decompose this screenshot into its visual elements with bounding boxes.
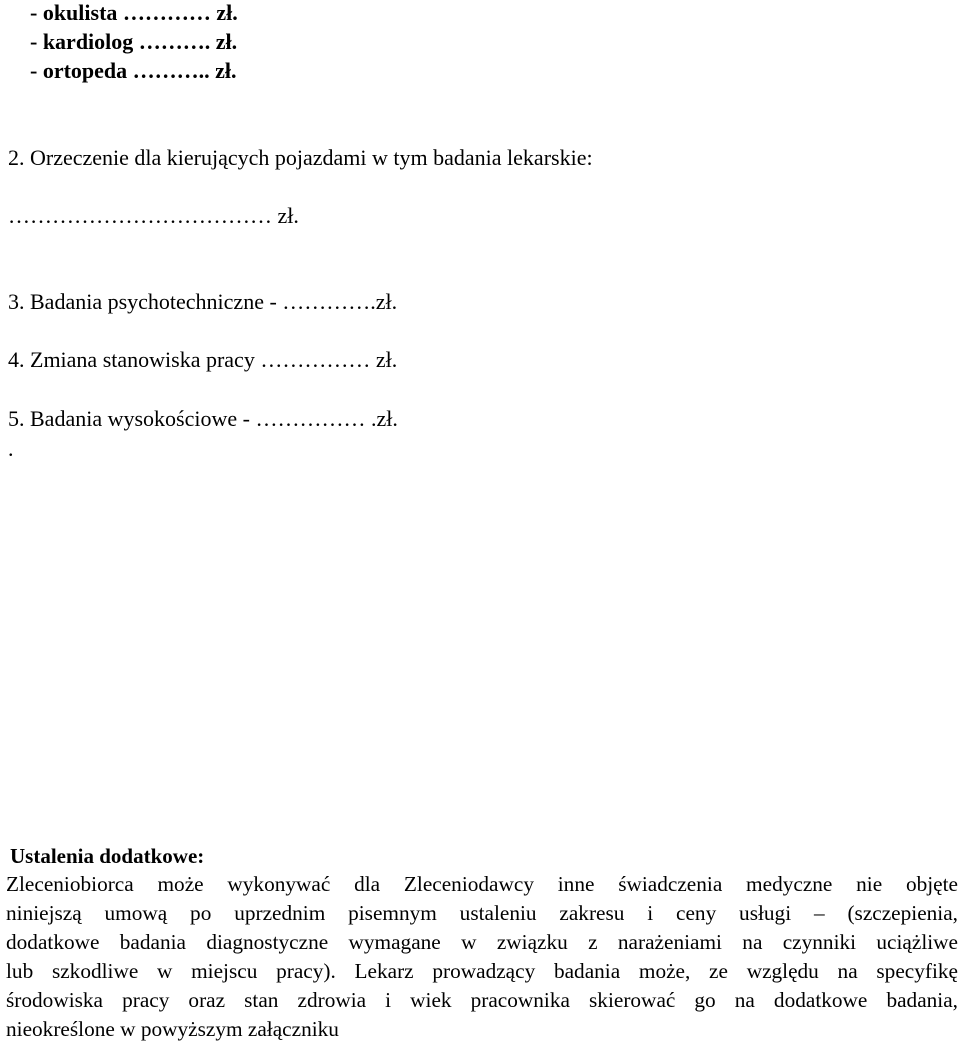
additional-terms-paragraph [6,870,958,1044]
paragraph-line: Zleceniobiorca może wykonywać dla Zleceniodawcy inne świadczenia medyczne nie objęte [6,872,958,896]
paragraph-line: nieokreślone w powyższym załączniku [6,1017,339,1041]
list-item-okulista: - okulista ………… zł. [30,0,238,25]
paragraph-line: niniejszą umową po uprzednim pisemnym ustaleniu zakresu i ceny usługi – (szczepienia, [6,901,958,925]
list-item-ortopeda: - ortopeda ……….. zł. [30,58,237,83]
paragraph-line: dodatkowe badania diagnostyczne wymagane w związku z narażeniami na czynniki uciążliwe [6,930,958,954]
section-2-price-line: ……………………………… zł. [8,203,299,228]
section-4-heading: 4. Zmiana stanowiska pracy …………… zł. [8,347,398,372]
section-2-heading: 2. Orzeczenie dla kierujących pojazdami w tym badania lekarskie: [8,145,593,170]
trailing-dot: . [8,436,14,461]
section-5-heading: 5. Badania wysokościowe - …………… .zł. [8,406,398,431]
paragraph-line: lub szkodliwe w miejscu pracy). Lekarz prowadzący badania może, ze względu na specyfikę [6,959,958,983]
section-3-heading: 3. Badania psychotechniczne - ………….zł. [8,289,398,314]
paragraph-line: środowiska pracy oraz stan zdrowia i wiek pracownika skierować go na dodatkowe badania, [6,988,958,1012]
list-item-kardiolog: - kardiolog ………. zł. [30,29,238,54]
additional-terms-heading: Ustalenia dodatkowe: [10,844,205,868]
